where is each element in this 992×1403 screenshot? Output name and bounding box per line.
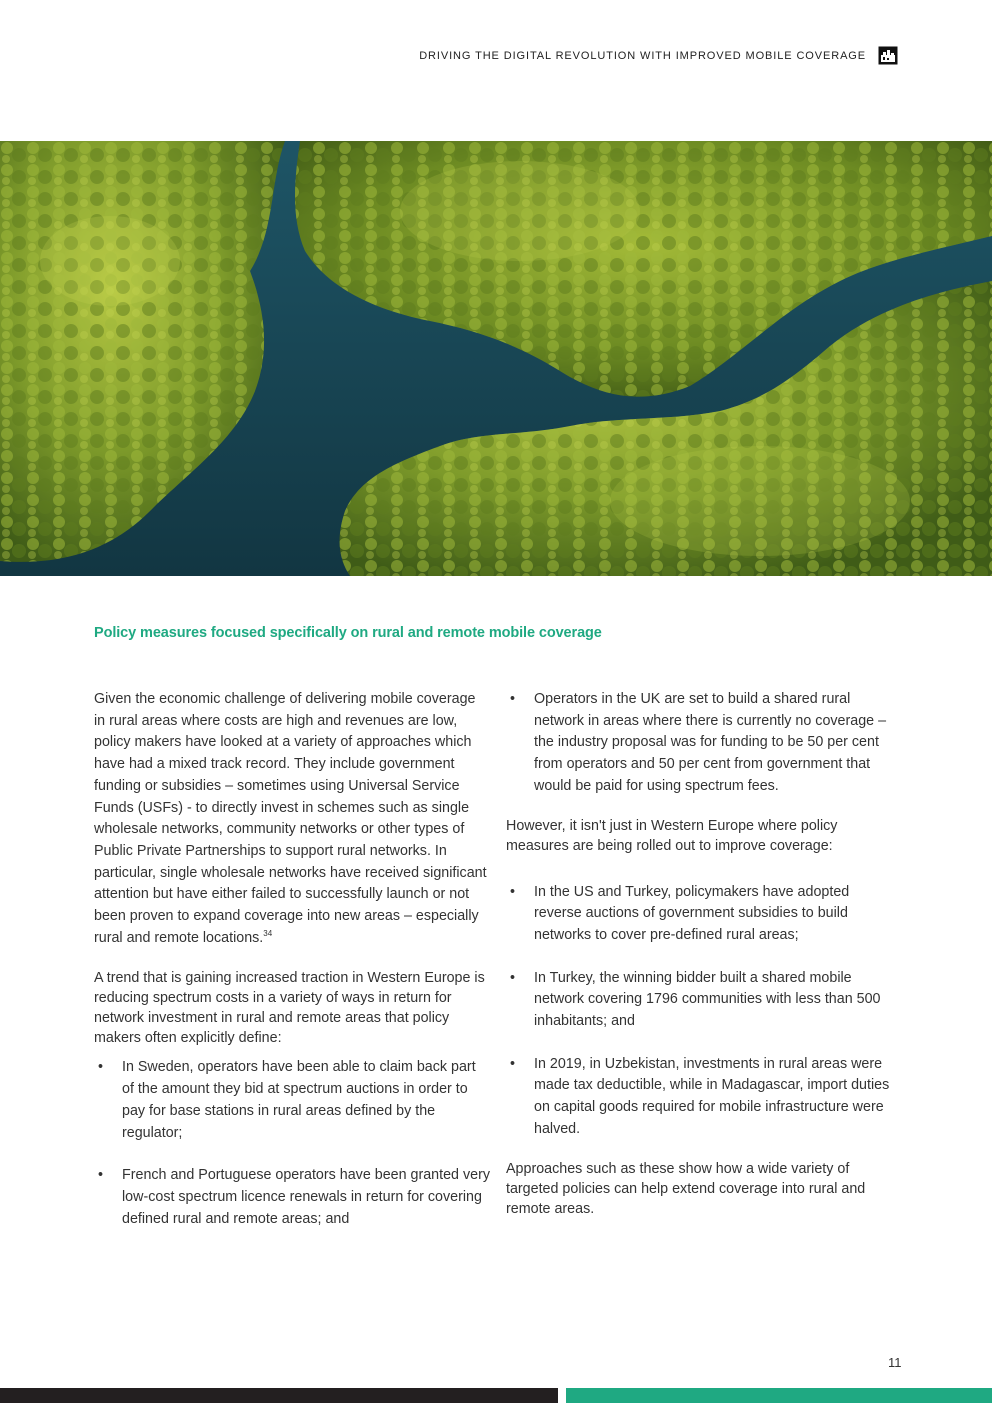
right-top-bullet-list [506,689,898,798]
footer-dark-bar [0,1388,558,1403]
left-column [94,689,490,1230]
list-item: • In 2019, in Uzbekistan, investments in rural areas were made tax deductible, while in Madagascar, import duties on capital goods required for mobile infrastructure were halved. [510,1055,890,1137]
however-paragraph: However, it isn't just in Western Europe where policy measures are being rolled out to improve coverage: [506,817,838,854]
aerial-forest-river-photo [0,141,992,576]
list-item: • In Turkey, the winning bidder built a shared mobile network covering 1796 communities with less than 500 inhabitants; and [510,969,881,1030]
list-item: • Operators in the UK are set to build a shared rural network in areas where there is currently no coverage – the industry proposal was for funding to be 50 per cent from operators and 50 per cent from government that would be paid for using spectrum fees. [510,691,887,794]
right-column [506,689,898,1219]
conclusion-paragraph: Approaches such as these show how a wide variety of targeted policies can help extend coverage into rural and remote areas. [506,1160,866,1217]
list-item: • In Sweden, operators have been able to claim back part of the amount they bid at spectrum auctions in order to pay for base stations in rural areas defined by the regulator; [98,1059,476,1141]
list-item: • In the US and Turkey, policymakers have adopted reverse auctions of government subsidies to build networks to cover pre-defined rural areas; [510,883,850,943]
bullet-icon: • [510,1055,516,1072]
left-bullet-list [94,1057,490,1230]
right-bullet-list [506,882,898,1141]
page-number: 11 [888,1355,902,1370]
chart-box-icon [878,46,898,65]
bullet-icon: • [510,883,516,900]
footer-accent-bar [566,1388,992,1403]
running-header: DRIVING THE DIGITAL REVOLUTION WITH IMPROVED MOBILE COVERAGE [419,50,866,62]
list-item: • French and Portuguese operators have been granted very low-cost spectrum licence renewals in return for covering defined rural and remote areas; and [98,1167,490,1227]
bullet-icon: • [510,969,516,986]
bullet-icon: • [98,1059,104,1076]
bullet-icon: • [510,691,516,707]
bullet-icon: • [98,1167,104,1184]
footnote-marker: 34 [263,928,273,938]
intro-paragraph [94,689,490,949]
intro-text: Given the economic challenge of delivering mobile coverage in rural areas where costs are high and revenues are low, policy makers have looked at a variety of approaches which have had a mixed track record. They include government funding or subsidies – sometimes using Universal Service Funds (USFs) - to directly invest in schemes such as single wholesale networks, community networks or other types of Public Private Partnerships to support rural networks. In particular, single wholesale networks have received significant attention but have either failed to successfully launch or not been proven to expand coverage into new areas – especially rural and remote locations. [94,691,487,946]
section-heading: Policy measures focused specifically on rural and remote mobile coverage [94,625,602,641]
trend-paragraph: A trend that is gaining increased traction in Western Europe is reducing spectrum costs in a variety of ways in return for network investment in rural and remote areas that policy makers often explicitly define: [94,970,485,1047]
